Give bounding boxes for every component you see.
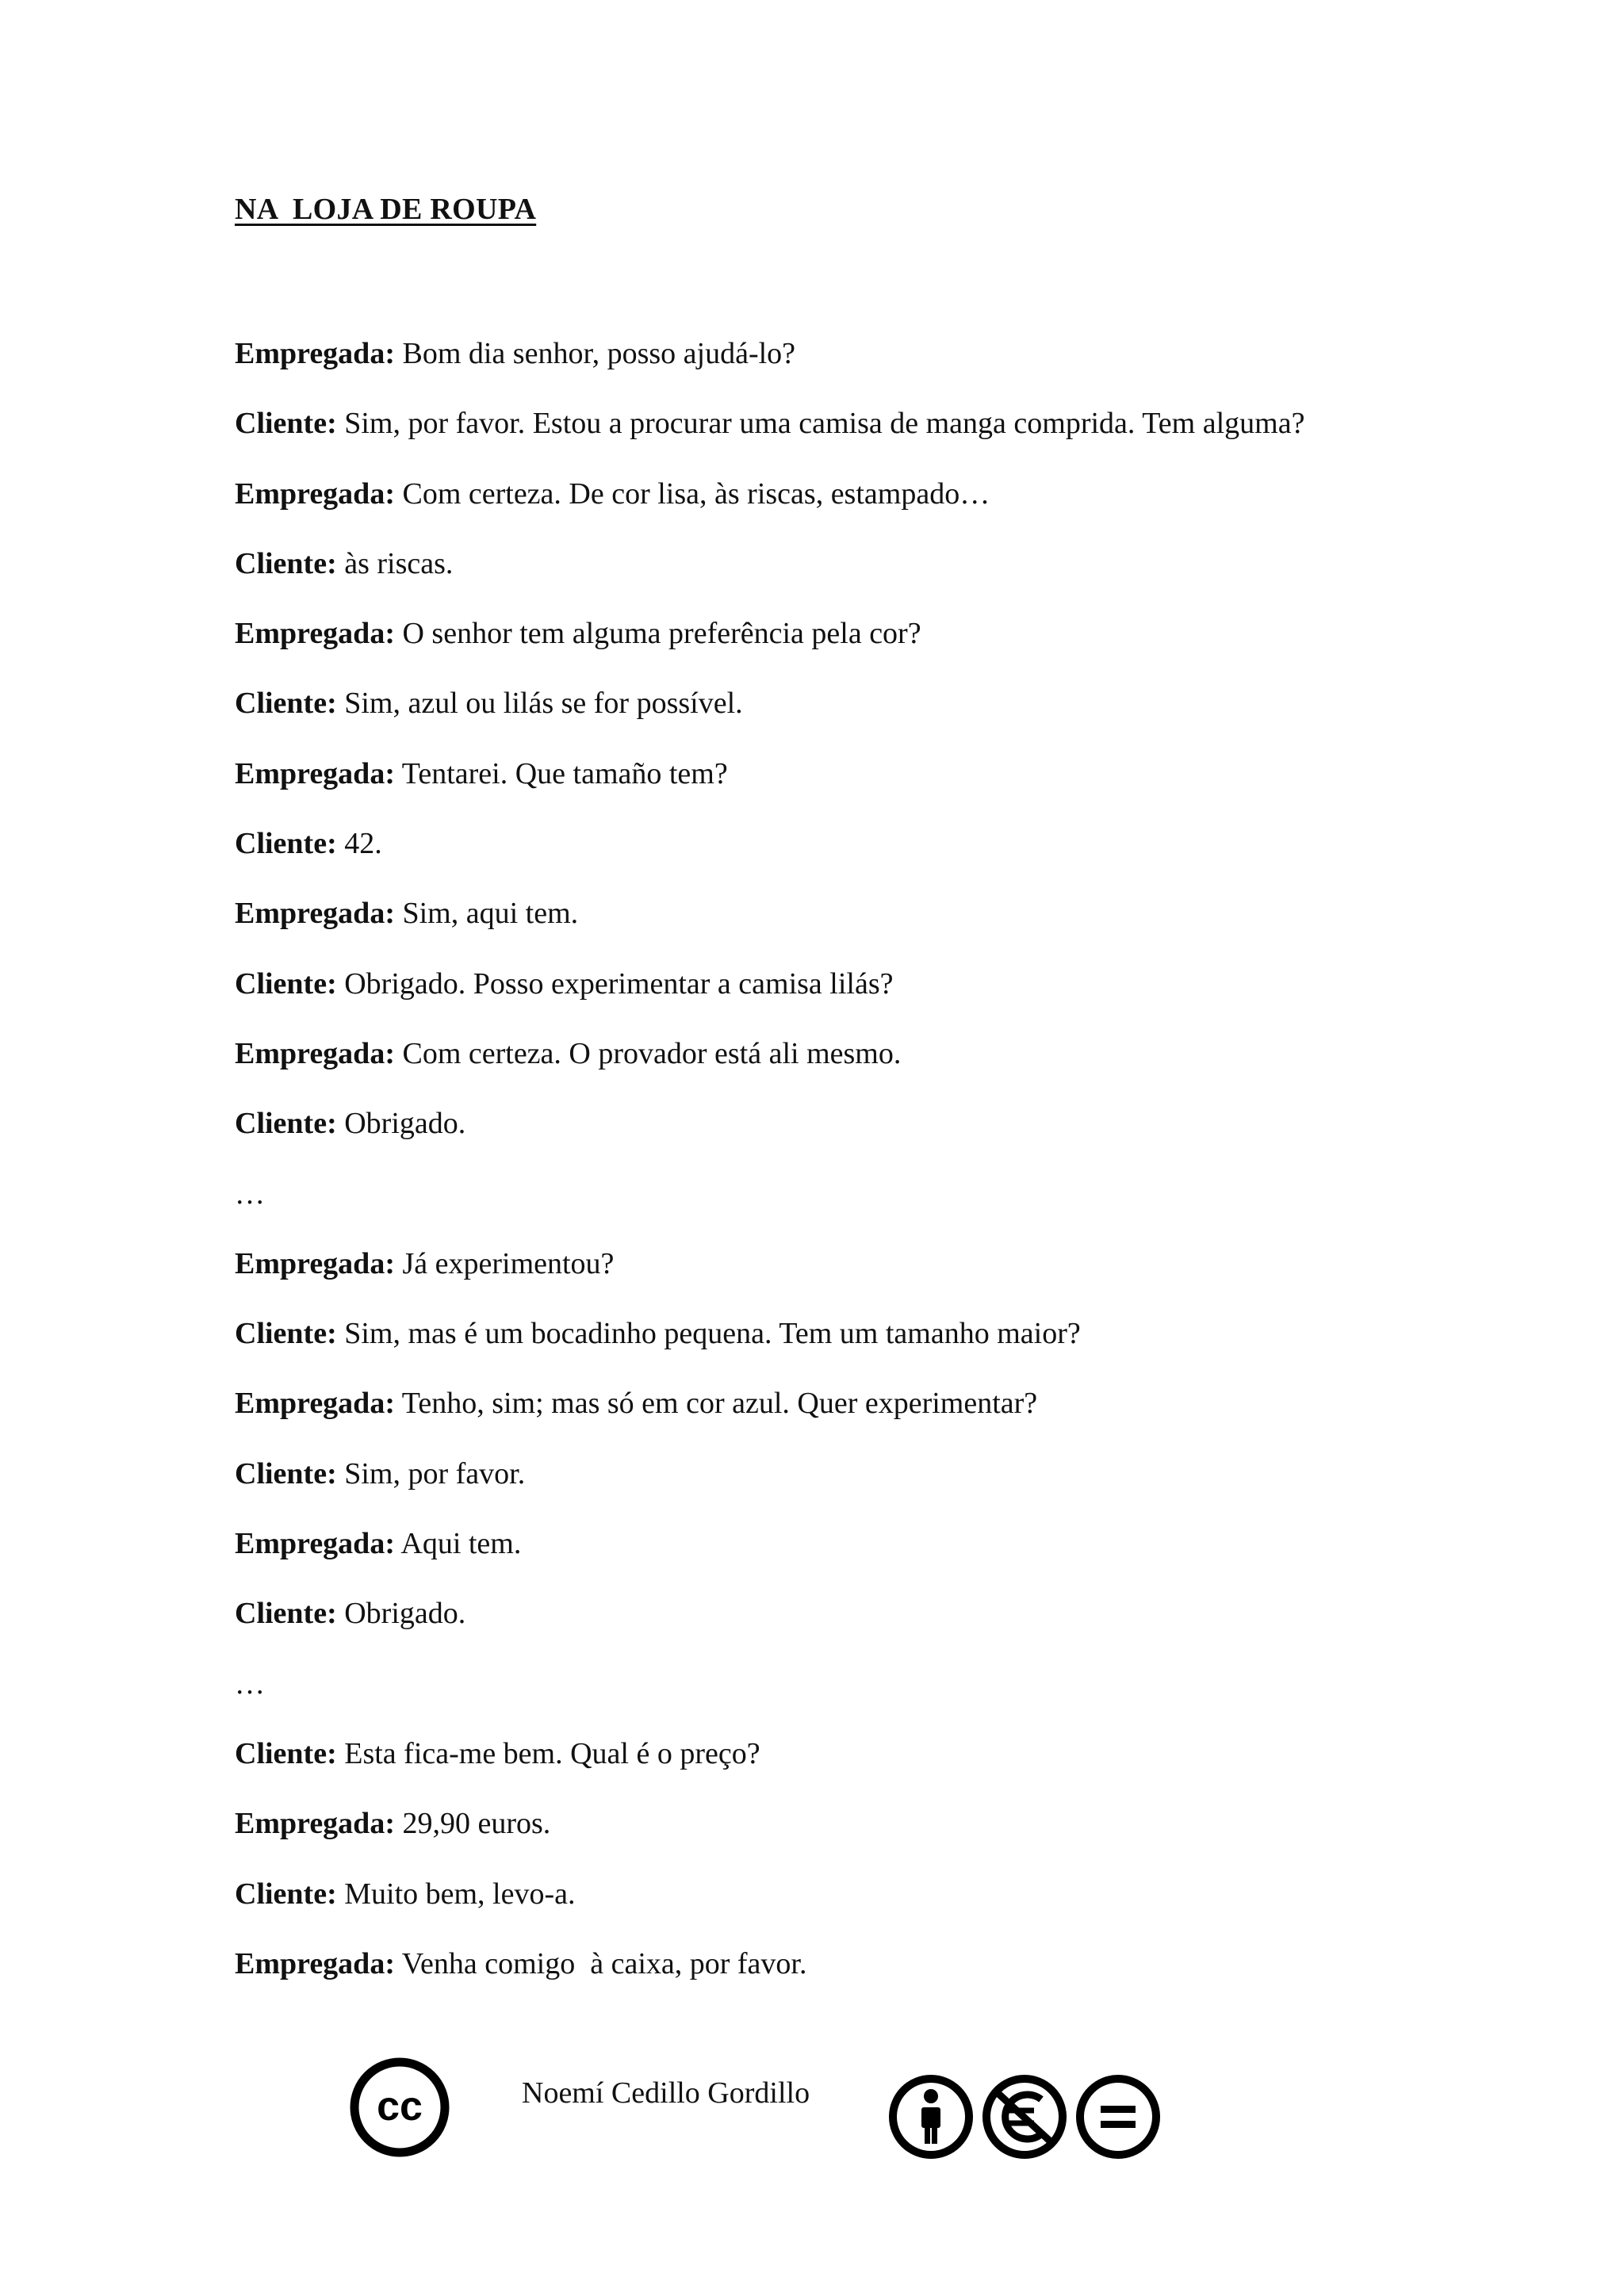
dialogue-line — [235, 1871, 1424, 1941]
dialogue-line — [235, 680, 1424, 750]
dialogue-line — [235, 821, 1424, 890]
speaker-label: Empregada: — [235, 476, 395, 511]
speaker-label: Cliente: — [235, 827, 337, 861]
line-text: Muito bem, levo-a. — [336, 1877, 576, 1911]
line-text: Com certeza. O provador está ali mesmo. — [394, 1036, 902, 1070]
line-text: Sim, mas é um bocadinho pequena. Tem um tamanho maior? — [336, 1317, 1081, 1351]
dialogue-line — [235, 1800, 1424, 1870]
cc-logo-text: cc — [377, 2084, 423, 2130]
line-text: 29,90 euros. — [394, 1807, 551, 1841]
line-text: Obrigado. Posso experimentar a camisa lilás? — [336, 966, 894, 1001]
cc-by-icon — [893, 2079, 969, 2155]
dialogue-line — [235, 890, 1424, 960]
dialogue-line — [235, 1380, 1424, 1450]
dialogue-line — [235, 1451, 1424, 1521]
speaker-label: Cliente: — [235, 1456, 337, 1490]
speaker-label: Cliente: — [235, 407, 337, 441]
dialogue-line — [235, 331, 1424, 400]
line-text: O senhor tem alguma preferência pela cor? — [394, 617, 921, 651]
speaker-label: Cliente: — [235, 1736, 337, 1770]
speaker-label: Empregada: — [235, 1807, 395, 1841]
dialogue-line — [235, 1241, 1424, 1311]
line-text: às riscas. — [336, 546, 454, 580]
speaker-label: Cliente: — [235, 1317, 337, 1351]
line-text: Com certeza. De cor lisa, às riscas, estampado… — [394, 476, 990, 511]
line-text: Sim, por favor. Estou a procurar uma camisa de manga comprida. Tem alguma? — [336, 407, 1305, 441]
dialogue-line — [235, 961, 1424, 1031]
line-text: … — [235, 1667, 265, 1701]
cc-nd-icon — [1080, 2079, 1156, 2155]
line-text: Sim, aqui tem. — [394, 897, 579, 931]
dialogue-line — [235, 400, 1424, 470]
speaker-label: Empregada: — [235, 1387, 395, 1421]
line-text: Obrigado. — [336, 1597, 466, 1631]
dialogue-line — [235, 610, 1424, 680]
speaker-label: Empregada: — [235, 337, 395, 370]
line-text: 42. — [336, 827, 382, 861]
document-title: NA LOJA DE ROUPA — [235, 193, 537, 226]
line-text: Tenho, sim; mas só em cor azul. Quer experimentar? — [394, 1387, 1038, 1421]
speaker-label: Cliente: — [235, 966, 337, 1001]
line-text: Sim, azul ou lilás se for possível. — [336, 687, 743, 721]
dialogue-line — [235, 751, 1424, 821]
speaker-label: Empregada: — [235, 897, 395, 931]
creative-commons-icon — [349, 2057, 450, 2158]
dialogue-line — [235, 1171, 1424, 1241]
license-icons — [885, 2069, 1170, 2164]
dialogue-line — [235, 1661, 1424, 1731]
dialogue-line — [235, 1031, 1424, 1100]
speaker-label: Cliente: — [235, 1877, 337, 1911]
line-text: Tentarei. Que tamaño tem? — [394, 756, 728, 790]
line-text: Esta fica-me bem. Qual é o preço? — [336, 1736, 760, 1770]
speaker-label: Cliente: — [235, 1107, 337, 1141]
speaker-label: Cliente: — [235, 687, 337, 721]
speaker-label: Cliente: — [235, 1597, 337, 1631]
speaker-label: Empregada: — [235, 1946, 395, 1980]
dialogue-line — [235, 1941, 1424, 2011]
line-text: Já experimentou? — [394, 1246, 615, 1280]
line-text: Aqui tem. — [394, 1527, 522, 1561]
speaker-label: Empregada: — [235, 1036, 395, 1070]
speaker-label: Empregada: — [235, 756, 395, 790]
line-text: Bom dia senhor, posso ajudá-lo? — [394, 337, 796, 370]
cc-nc-icon — [986, 2079, 1063, 2155]
speaker-label: Empregada: — [235, 1527, 395, 1561]
line-text: Venha comigo à caixa, por favor. — [394, 1946, 807, 1980]
author-name: Noemí Cedillo Gordillo — [522, 2076, 810, 2110]
speaker-label: Cliente: — [235, 546, 337, 580]
line-text: Sim, por favor. — [336, 1456, 526, 1490]
dialogue-line — [235, 541, 1424, 610]
dialogue-line — [235, 471, 1424, 541]
dialogue-line — [235, 1731, 1424, 1800]
speaker-label: Empregada: — [235, 1246, 395, 1280]
line-text: Obrigado. — [336, 1107, 466, 1141]
dialogue-line — [235, 1311, 1424, 1380]
line-text: … — [235, 1177, 265, 1211]
speaker-label: Empregada: — [235, 617, 395, 651]
dialogue-line — [235, 1100, 1424, 1170]
dialogue — [235, 331, 1424, 2011]
dialogue-line — [235, 1521, 1424, 1590]
dialogue-line — [235, 1590, 1424, 1660]
